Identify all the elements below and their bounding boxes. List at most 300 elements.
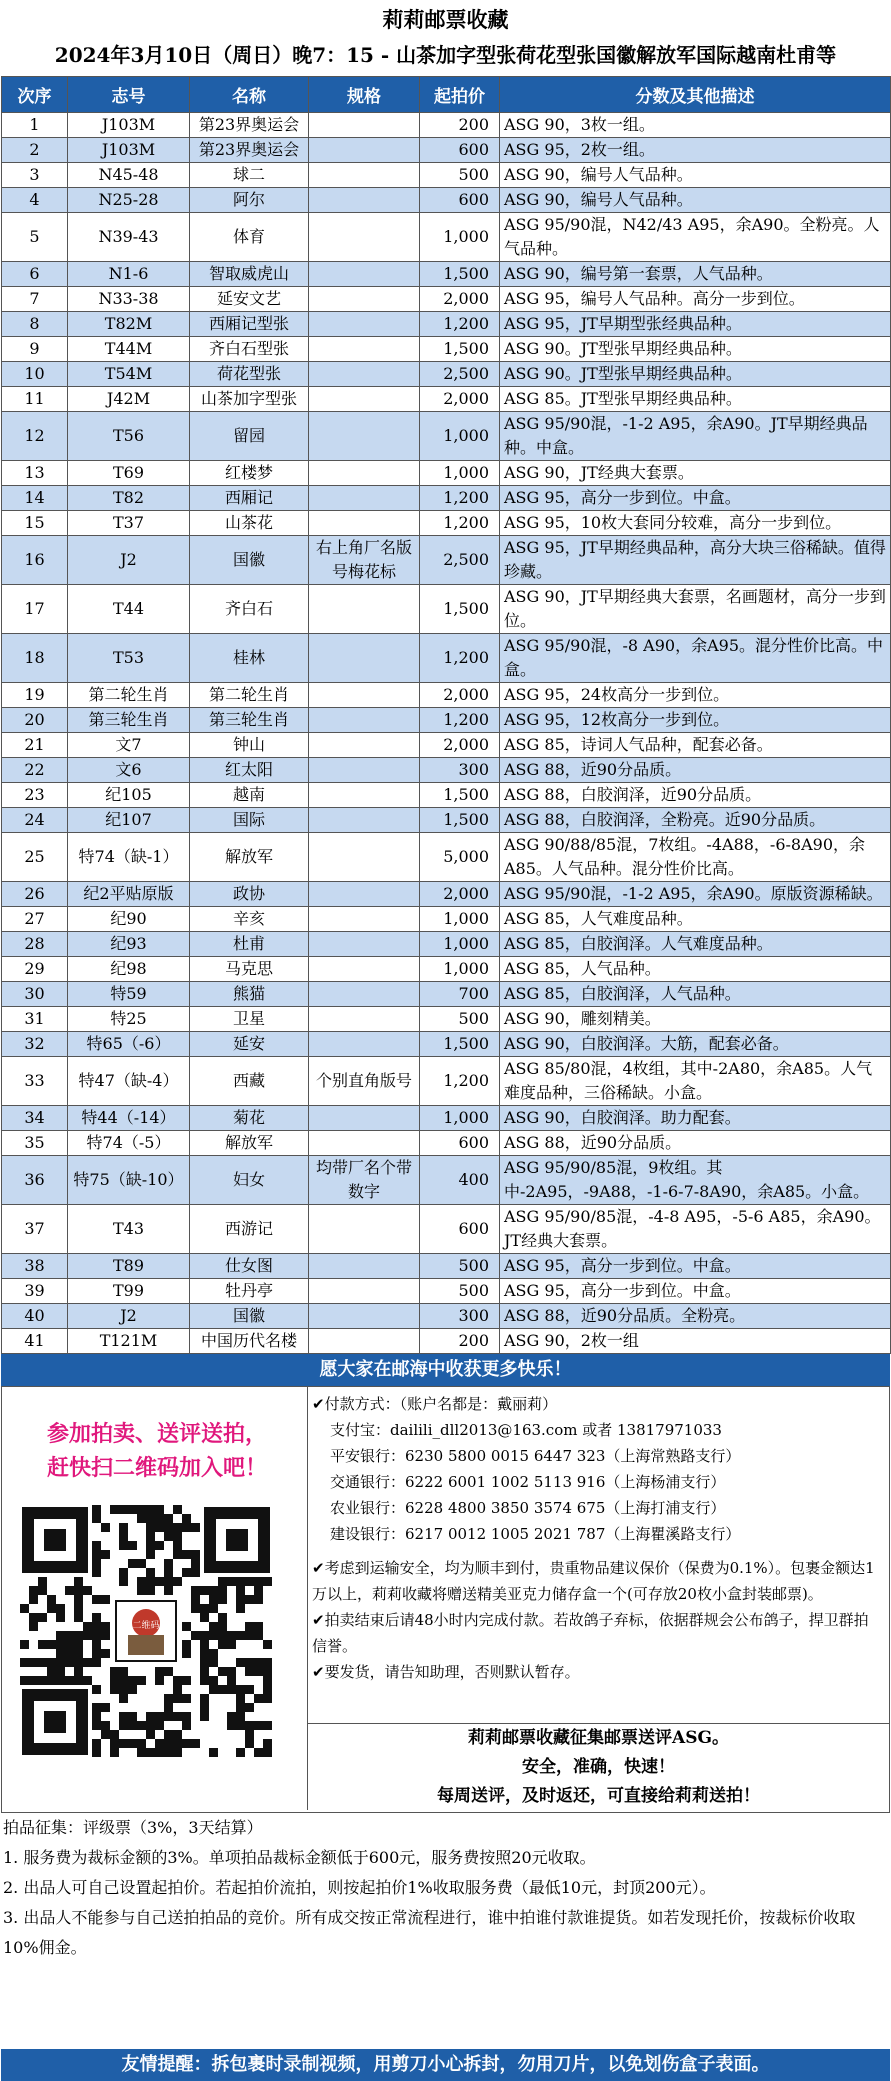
cell-price: 5,000 [420,833,500,882]
cell-index: 12 [2,412,68,461]
table-row [2,1007,891,1032]
cell-price: 1,000 [420,907,500,932]
cell-index: 38 [2,1254,68,1279]
cell-desc: ASG 88，白胶润泽，全粉亮。近90分品质。 [500,808,891,833]
cell-index: 5 [2,213,68,262]
fee-rule: 3. 出品人不能参与自己送拍拍品的竞价。所有成交按正常流程进行，谁中拍谁付款谁提货。如若发现托价，按裁标价收取10%佣金。 [3,1908,856,1957]
cell-price: 500 [420,1279,500,1304]
cell-name: 西藏 [190,1057,309,1106]
cell-code: 纪93 [68,932,190,957]
cell-name: 留园 [190,412,309,461]
cell-spec [309,1254,420,1279]
table-row [2,733,891,758]
cell-code: J2 [68,1304,190,1329]
table-row [2,585,891,634]
cell-code: T69 [68,461,190,486]
table-row [2,808,891,833]
cell-name: 国徽 [190,1304,309,1329]
cell-spec: 右上角厂名版号梅花标 [309,536,420,585]
cell-spec [309,758,420,783]
cell-price: 2,000 [420,733,500,758]
cell-index: 15 [2,511,68,536]
cell-desc: ASG 95/90混，-8 A90，余A95。混分性价比高。中盒。 [500,634,891,683]
cell-spec [309,362,420,387]
cell-spec [309,1032,420,1057]
cell-desc: ASG 85。JT型张早期经典品种。 [500,387,891,412]
cell-code: 文7 [68,733,190,758]
promo-panel [2,1387,308,1810]
cell-desc: ASG 88，近90分品质。 [500,1131,891,1156]
cell-spec [309,287,420,312]
column-header-spec: 规格 [309,77,420,113]
table-row [2,188,891,213]
cell-desc: ASG 90。JT型张早期经典品种。 [500,337,891,362]
cell-spec [309,1279,420,1304]
qr-label: 二维码 [132,1621,160,1631]
cell-code: T82 [68,486,190,511]
cell-code: 特44（-14） [68,1106,190,1131]
cell-index: 21 [2,733,68,758]
cell-name: 解放军 [190,1131,309,1156]
table-row [2,163,891,188]
table-row [2,387,891,412]
promo-text [22,1417,292,1485]
cell-desc: ASG 95，高分一步到位。中盒。 [500,486,891,511]
cell-desc: ASG 88，近90分品质。 [500,758,891,783]
promo-line-1: 参加拍卖、送评送拍， [46,1421,267,1447]
cell-index: 16 [2,536,68,585]
lot-table [1,76,891,1354]
cell-name: 卫星 [190,1007,309,1032]
table-row [2,833,891,882]
cell-index: 34 [2,1106,68,1131]
table-row [2,1032,891,1057]
cell-code: T44M [68,337,190,362]
cell-price: 300 [420,1304,500,1329]
cell-index: 25 [2,833,68,882]
table-row [2,138,891,163]
cell-spec [309,1205,420,1254]
cell-name: 第三轮生肖 [190,708,309,733]
cell-desc: ASG 85，人气品种。 [500,957,891,982]
cell-name: 第23界奥运会 [190,138,309,163]
fee-rules [1,1813,890,1963]
cell-desc: ASG 90，雕刻精美。 [500,1007,891,1032]
cell-index: 24 [2,808,68,833]
table-row [2,1329,891,1354]
asg-line-3: 每周送评，及时返还，可直接给莉莉送拍！ [437,1786,760,1806]
cell-spec [309,1106,420,1131]
cell-price: 2,000 [420,882,500,907]
cell-name: 齐白石 [190,585,309,634]
cell-name: 西游记 [190,1205,309,1254]
promo-line-2: 赶快扫二维码加入吧！ [46,1455,267,1481]
reminder-banner: 友情提醒：拆包裹时录制视频，用剪刀小心拆封，勿用刀片，以免划伤盒子表面。 [1,2049,890,2081]
cell-index: 1 [2,113,68,138]
cell-price: 2,000 [420,387,500,412]
column-header-price: 起拍价 [420,77,500,113]
auction-subtitle: 2024年3月10日（周日）晚7：15 - 山茶加字型张荷花型张国徽解放军国际越南杜甫等 [54,43,837,67]
cell-price: 300 [420,758,500,783]
cell-index: 23 [2,783,68,808]
cell-spec [309,1304,420,1329]
cell-price: 1,200 [420,1057,500,1106]
cell-code: 特59 [68,982,190,1007]
cell-index: 20 [2,708,68,733]
table-row [2,1106,891,1131]
table-row [2,982,891,1007]
cell-index: 30 [2,982,68,1007]
cell-index: 29 [2,957,68,982]
cell-code: T54M [68,362,190,387]
cell-name: 延安 [190,1032,309,1057]
cell-name: 第二轮生肖 [190,683,309,708]
cell-desc: ASG 95，编号人气品种。高分一步到位。 [500,287,891,312]
cell-spec [309,138,420,163]
cell-desc: ASG 90，编号人气品种。 [500,163,891,188]
cell-index: 32 [2,1032,68,1057]
cell-desc: ASG 85，人气难度品种。 [500,907,891,932]
bank-account: 平安银行：6230 5800 0015 6447 323（上海常熟路支行） [330,1447,741,1465]
cell-price: 1,500 [420,783,500,808]
table-row [2,957,891,982]
table-row [2,262,891,287]
cell-desc: ASG 95/90混，N42/43 A95，余A90。全粉亮。人气品种。 [500,213,891,262]
cell-index: 36 [2,1156,68,1205]
cell-code: N33-38 [68,287,190,312]
cell-spec [309,461,420,486]
cell-index: 35 [2,1131,68,1156]
cell-name: 阿尔 [190,188,309,213]
cell-spec [309,808,420,833]
cell-index: 19 [2,683,68,708]
cell-price: 1,200 [420,634,500,683]
cell-code: N39-43 [68,213,190,262]
cell-spec [309,907,420,932]
cell-desc: ASG 90，JT经典大套票。 [500,461,891,486]
delivery-note: ✔要发货，请告知助理，否则默认暂存。 [312,1663,580,1681]
asg-grading-panel [308,1723,889,1811]
cell-spec [309,213,420,262]
cell-price: 700 [420,982,500,1007]
cell-price: 2,500 [420,536,500,585]
column-header-index: 次序 [2,77,68,113]
cell-name: 辛亥 [190,907,309,932]
cell-desc: ASG 88，白胶润泽，近90分品质。 [500,783,891,808]
cell-spec [309,337,420,362]
table-row [2,412,891,461]
cell-name: 菊花 [190,1106,309,1131]
cell-name: 荷花型张 [190,362,309,387]
cell-spec [309,312,420,337]
table-row [2,312,891,337]
cell-price: 1,500 [420,262,500,287]
cell-spec [309,412,420,461]
fee-rule: 1. 服务费为裁标金额的3%。单项拍品裁标金额低于600元，服务费按照20元收取。 [3,1848,596,1867]
cell-spec: 个别直角版号 [309,1057,420,1106]
cell-index: 17 [2,585,68,634]
cell-name: 国徽 [190,536,309,585]
cell-code: J103M [68,113,190,138]
cell-price: 1,200 [420,486,500,511]
cell-desc: ASG 90，编号人气品种。 [500,188,891,213]
cell-price: 1,500 [420,808,500,833]
table-row [2,1304,891,1329]
cell-index: 39 [2,1279,68,1304]
cell-index: 14 [2,486,68,511]
cell-index: 13 [2,461,68,486]
cell-code: 第三轮生肖 [68,708,190,733]
table-row [2,634,891,683]
cell-desc: ASG 95，12枚高分一步到位。 [500,708,891,733]
cell-desc: ASG 90，3枚一组。 [500,113,891,138]
cell-desc: ASG 95，2枚一组。 [500,138,891,163]
cell-price: 600 [420,1131,500,1156]
cell-spec [309,585,420,634]
cell-code: 文6 [68,758,190,783]
cell-name: 中国历代名楼 [190,1329,309,1354]
cell-price: 1,200 [420,312,500,337]
cell-index: 10 [2,362,68,387]
cell-code: N1-6 [68,262,190,287]
cell-price: 1,500 [420,1032,500,1057]
cell-index: 37 [2,1205,68,1254]
table-header-row [2,77,891,113]
cell-index: 9 [2,337,68,362]
cell-code: 纪90 [68,907,190,932]
cell-index: 26 [2,882,68,907]
cell-desc: ASG 95，24枚高分一步到位。 [500,683,891,708]
cell-index: 27 [2,907,68,932]
table-row [2,1205,891,1254]
asg-line-2: 安全，准确，快速！ [522,1757,675,1777]
cell-name: 解放军 [190,833,309,882]
cell-index: 40 [2,1304,68,1329]
cell-code: N45-48 [68,163,190,188]
cell-desc: ASG 90，JT早期经典大套票，名画题材，高分一步到位。 [500,585,891,634]
cell-desc: ASG 90/88/85混，7枚组。-4A88，-6-8A90，余A85。人气品种。混分性价比高。 [500,833,891,882]
table-row [2,511,891,536]
cell-name: 延安文艺 [190,287,309,312]
bank-account: 建设银行：6217 0012 1005 2021 787（上海瞿溪路支行） [330,1525,741,1543]
cell-price: 1,000 [420,213,500,262]
cell-name: 桂林 [190,634,309,683]
table-row [2,708,891,733]
payment-panel [312,1391,882,1685]
asg-line-1: 莉莉邮票收藏征集邮票送评ASG。 [468,1728,729,1748]
table-row [2,683,891,708]
cell-name: 熊猫 [190,982,309,1007]
table-row [2,1057,891,1106]
cell-price: 1,000 [420,1106,500,1131]
cell-price: 500 [420,163,500,188]
cell-desc: ASG 90，2枚一组 [500,1329,891,1354]
table-row [2,213,891,262]
cell-desc: ASG 90，编号第一套票，人气品种。 [500,262,891,287]
column-header-desc: 分数及其他描述 [500,77,891,113]
cell-code: 特47（缺-4） [68,1057,190,1106]
info-section [1,1386,890,1813]
table-row [2,882,891,907]
cell-name: 国际 [190,808,309,833]
cell-desc: ASG 95/90/85混，9枚组。其中-2A95，-9A88，-1-6-7-8A90，余A85。小盒。 [500,1156,891,1205]
cell-price: 400 [420,1156,500,1205]
cell-name: 体育 [190,213,309,262]
cell-spec [309,486,420,511]
cell-price: 1,200 [420,708,500,733]
cell-code: 纪98 [68,957,190,982]
cell-code: J2 [68,536,190,585]
cell-price: 1,000 [420,412,500,461]
cell-desc: ASG 88，近90分品质。全粉亮。 [500,1304,891,1329]
cell-desc: ASG 95/90/85混，-4-8 A95，-5-6 A85，余A90。JT经典大套票。 [500,1205,891,1254]
cell-spec [309,1007,420,1032]
cell-name: 山茶加字型张 [190,387,309,412]
cell-price: 500 [420,1007,500,1032]
cell-spec [309,957,420,982]
qr-code-icon[interactable] [20,1505,272,1757]
table-row [2,932,891,957]
table-row [2,536,891,585]
cell-code: T99 [68,1279,190,1304]
cell-name: 红楼梦 [190,461,309,486]
cell-spec [309,163,420,188]
cell-index: 31 [2,1007,68,1032]
cell-spec: 均带厂名个带数字 [309,1156,420,1205]
cell-spec [309,783,420,808]
cell-price: 600 [420,138,500,163]
cell-spec [309,188,420,213]
fee-rule: 2. 出品人可自己设置起拍价。若起拍价流拍，则按起拍价1%收取服务费（最低10元，封顶200元）。 [3,1878,716,1897]
table-row [2,362,891,387]
cell-name: 西厢记 [190,486,309,511]
cell-index: 2 [2,138,68,163]
fee-heading: 拍品征集：评级票（3%，3天结算） [3,1818,263,1837]
cell-code: 纪2平贴原版 [68,882,190,907]
cell-price: 1,000 [420,461,500,486]
cell-name: 第23界奥运会 [190,113,309,138]
cell-spec [309,262,420,287]
payment-heading: ✔付款方式：（账户名都是：戴丽莉） [312,1395,558,1413]
cell-code: T53 [68,634,190,683]
cell-spec [309,708,420,733]
cell-spec [309,1131,420,1156]
table-row [2,1156,891,1205]
cell-price: 1,500 [420,337,500,362]
cell-desc: ASG 95，高分一步到位。中盒。 [500,1254,891,1279]
cell-desc: ASG 95/90混，-1-2 A95，余A90。原版资源稀缺。 [500,882,891,907]
cell-code: T43 [68,1205,190,1254]
cell-name: 齐白石型张 [190,337,309,362]
cell-desc: ASG 85，白胶润泽，人气品种。 [500,982,891,1007]
cell-desc: ASG 85/80混，4枚组，其中-2A80，余A85。人气难度品种，三俗稀缺。小盒。 [500,1057,891,1106]
table-row [2,486,891,511]
cell-code: 特74（缺-1） [68,833,190,882]
cell-price: 1,200 [420,511,500,536]
alipay-account: 支付宝：dailili_dll2013@163.com 或者 13817971033 [330,1421,722,1439]
cell-spec [309,982,420,1007]
table-row [2,758,891,783]
cell-desc: ASG 95，10枚大套同分较难，高分一步到位。 [500,511,891,536]
cell-spec [309,882,420,907]
cell-name: 妇女 [190,1156,309,1205]
cell-code: T56 [68,412,190,461]
cell-code: T89 [68,1254,190,1279]
bank-account: 农业银行：6228 4800 3850 3574 675（上海打浦支行） [330,1499,726,1517]
cell-code: 特74（-5） [68,1131,190,1156]
cell-price: 1,000 [420,957,500,982]
cell-spec [309,511,420,536]
cell-desc: ASG 95/90混，-1-2 A95，余A90。JT早期经典品种。中盒。 [500,412,891,461]
cell-price: 2,500 [420,362,500,387]
cell-name: 仕女图 [190,1254,309,1279]
cell-code: 特75（缺-10） [68,1156,190,1205]
cell-price: 2,000 [420,287,500,312]
shipping-note: ✔考虑到运输安全，均为顺丰到付，贵重物品建议保价（保费为0.1%）。包裹金额达1万以上，莉莉收藏将赠送精美亚克力储存盒一个(可存放20枚小盒封装邮票)。 [312,1559,875,1603]
cell-price: 200 [420,1329,500,1354]
cell-desc: ASG 95，JT早期经典品种，高分大块三俗稀缺。值得珍藏。 [500,536,891,585]
cell-index: 11 [2,387,68,412]
cell-code: 特25 [68,1007,190,1032]
cell-index: 4 [2,188,68,213]
table-row [2,1279,891,1304]
cell-spec [309,683,420,708]
cell-code: T82M [68,312,190,337]
cell-index: 22 [2,758,68,783]
cell-spec [309,634,420,683]
cell-spec [309,387,420,412]
cell-name: 西厢记型张 [190,312,309,337]
cell-spec [309,932,420,957]
cell-index: 6 [2,262,68,287]
cell-code: T121M [68,1329,190,1354]
cell-price: 200 [420,113,500,138]
cell-name: 政协 [190,882,309,907]
cell-code: 特65（-6） [68,1032,190,1057]
cell-code: T44 [68,585,190,634]
cell-code: 纪107 [68,808,190,833]
cell-name: 钟山 [190,733,309,758]
cell-desc: ASG 90，白胶润泽。大筋，配套必备。 [500,1032,891,1057]
cell-code: J103M [68,138,190,163]
table-row [2,337,891,362]
column-header-name: 名称 [190,77,309,113]
cell-index: 41 [2,1329,68,1354]
cell-index: 33 [2,1057,68,1106]
cell-desc: ASG 85，白胶润泽。人气难度品种。 [500,932,891,957]
table-row [2,287,891,312]
cell-desc: ASG 90，白胶润泽。助力配套。 [500,1106,891,1131]
cell-code: 第二轮生肖 [68,683,190,708]
cell-index: 8 [2,312,68,337]
cell-name: 牡丹亭 [190,1279,309,1304]
cell-spec [309,733,420,758]
cell-spec [309,833,420,882]
table-row [2,461,891,486]
table-row [2,1254,891,1279]
cell-price: 1,500 [420,585,500,634]
cell-name: 智取威虎山 [190,262,309,287]
cell-name: 红太阳 [190,758,309,783]
cell-index: 3 [2,163,68,188]
cell-name: 杜甫 [190,932,309,957]
cell-price: 500 [420,1254,500,1279]
cell-name: 越南 [190,783,309,808]
cell-name: 山茶花 [190,511,309,536]
cell-index: 18 [2,634,68,683]
cell-name: 球二 [190,163,309,188]
table-row [2,907,891,932]
